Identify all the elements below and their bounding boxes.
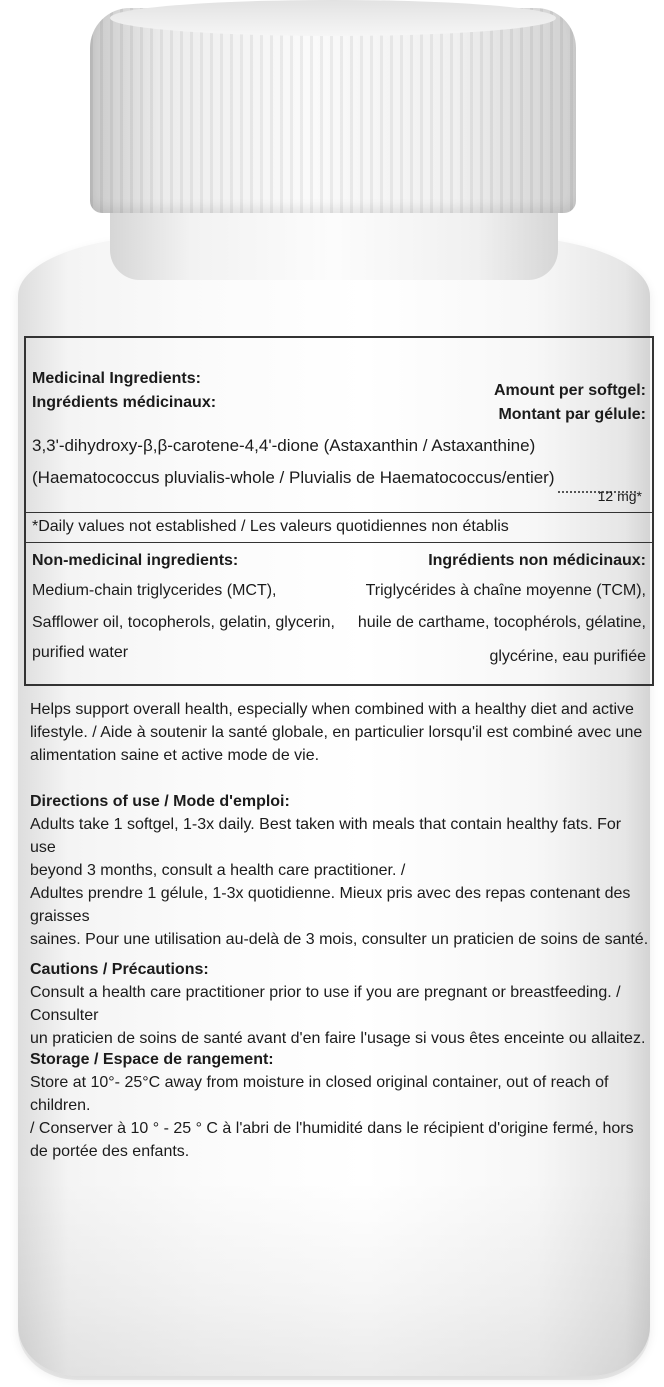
bottle-bottom-shade bbox=[18, 1180, 650, 1380]
non-medicinal-fr-line: huile de carthame, tocophérols, gélatine, bbox=[357, 614, 646, 631]
directions-line: saines. Pour une utilisation au-delà de 3 mois, consulter un praticien de soins de santé. bbox=[30, 931, 649, 948]
claim-line: lifestyle. / Aide à soutenir la santé globale, en particulier lorsqu'il est combiné avec une bbox=[30, 724, 643, 741]
storage-heading: Storage / Espace de rangement: bbox=[30, 1051, 274, 1068]
non-medicinal-en-line: Medium-chain triglycerides (MCT), bbox=[32, 582, 277, 599]
cautions-line: un praticien de soins de santé avant d'en faire l'usage si vous êtes enceinte ou allaitez. bbox=[30, 1030, 646, 1047]
bottle-cap-top bbox=[110, 0, 556, 36]
claim-line: Helps support overall health, especially when combined with a healthy diet and active bbox=[30, 701, 634, 718]
divider bbox=[26, 542, 654, 543]
storage-line: / Conserver à 10 ° - 25 ° C à l'abri de l'humidité dans le récipient d'origine fermé, hors bbox=[30, 1120, 634, 1137]
cautions-section bbox=[30, 958, 650, 1050]
storage-line: Store at 10°- 25°C away from moisture in closed original container, out of reach of children. bbox=[30, 1074, 609, 1114]
non-medicinal-heading-fr: Ingrédients non médicinaux: bbox=[428, 552, 646, 569]
health-claim bbox=[30, 698, 650, 767]
directions-section bbox=[30, 790, 650, 951]
cautions-line: Consult a health care practitioner prior to use if you are pregnant or breastfeeding. / Consulter bbox=[30, 984, 621, 1024]
directions-line: Adultes prendre 1 gélule, 1-3x quotidienne. Mieux pris avec des repas contenant des graisses bbox=[30, 885, 631, 925]
medicinal-ingredient-line-1: 3,3'-dihydroxy-β,β-carotene-4,4'-dione (Astaxanthin / Astaxanthine) bbox=[32, 436, 536, 455]
non-medicinal-en-line: purified water bbox=[32, 644, 129, 661]
directions-line: Adults take 1 softgel, 1-3x daily. Best taken with meals that contain healthy fats. For use bbox=[30, 816, 622, 856]
cautions-heading: Cautions / Précautions: bbox=[30, 961, 209, 978]
claim-line: alimentation saine et active mode de vie. bbox=[30, 747, 320, 764]
divider bbox=[26, 512, 654, 513]
medicinal-ingredient-line-2: (Haematococcus pluvialis-whole / Pluvialis de Haematococcus/entier) bbox=[32, 468, 555, 487]
amount-value: 12 mg* bbox=[597, 488, 642, 504]
directions-line: beyond 3 months, consult a health care practitioner. / bbox=[30, 862, 406, 879]
non-medicinal-fr-line: Triglycérides à chaîne moyenne (TCM), bbox=[365, 582, 646, 599]
storage-section bbox=[30, 1048, 650, 1163]
ingredients-box bbox=[24, 336, 654, 686]
daily-values-footnote: *Daily values not established / Les valeurs quotidiennes non établis bbox=[32, 518, 509, 535]
non-medicinal-en-line: Safflower oil, tocopherols, gelatin, glycerin, bbox=[32, 614, 335, 631]
amount-heading-fr: Montant par gélule: bbox=[498, 406, 646, 423]
storage-line: de portée des enfants. bbox=[30, 1143, 190, 1160]
amount-heading-en: Amount per softgel: bbox=[494, 382, 646, 399]
directions-heading: Directions of use / Mode d'emploi: bbox=[30, 793, 290, 810]
bottle-cap bbox=[90, 8, 576, 213]
non-medicinal-fr-line: glycérine, eau purifiée bbox=[489, 648, 646, 665]
medicinal-heading-en: Medicinal Ingredients: bbox=[32, 370, 201, 387]
non-medicinal-heading-en: Non-medicinal ingredients: bbox=[32, 552, 239, 569]
medicinal-heading-fr: Ingrédients médicinaux: bbox=[32, 394, 217, 411]
